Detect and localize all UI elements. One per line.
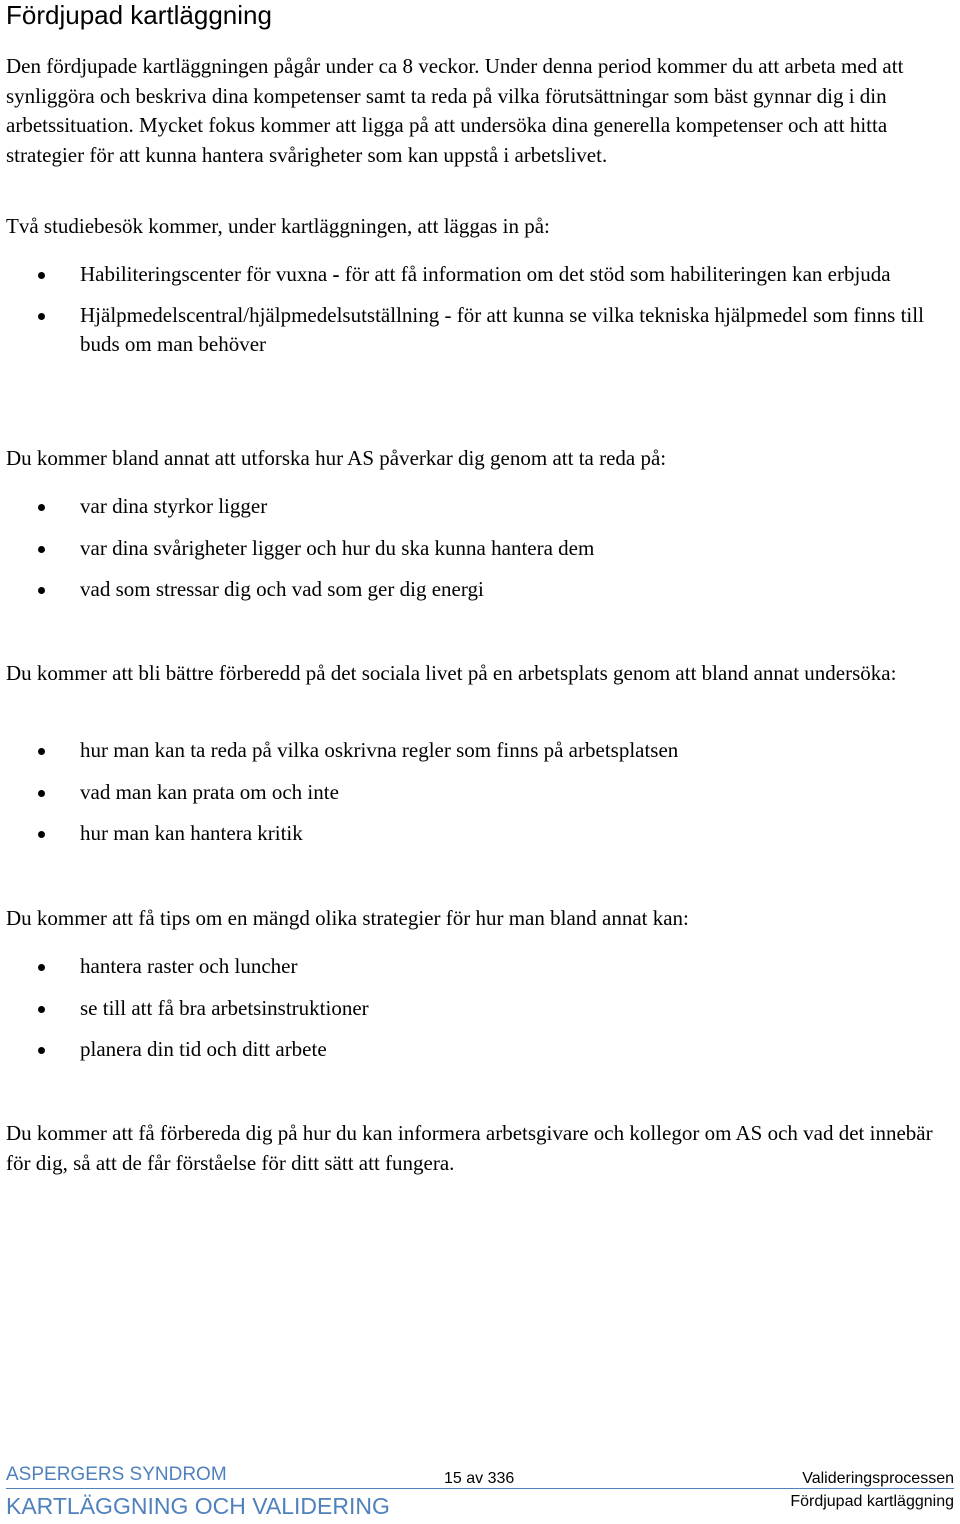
visits-heading: Två studiebesök kommer, under kartläggningen, att läggas in på:: [6, 214, 550, 238]
explore-list: [0, 492, 960, 605]
bullet-icon: [38, 504, 45, 511]
visit-separator: -: [439, 302, 457, 327]
tips-heading: Du kommer att få tips om en mängd olika strategier för hur man bland annat kan:: [6, 906, 689, 930]
list-item: [0, 575, 960, 605]
list-item: [0, 952, 960, 982]
page-title: Fördjupad kartläggning: [6, 0, 272, 30]
list-item-text: var dina styrkor ligger: [80, 494, 268, 518]
bullet-icon: [38, 748, 45, 755]
list-item: [0, 260, 960, 290]
list-item: [0, 819, 960, 849]
list-item: [0, 534, 960, 564]
list-item: [0, 736, 960, 766]
social-heading: Du kommer att bli bättre förberedd på det sociala livet på en arbetsplats genom att bland annat undersöka:: [6, 661, 897, 685]
bullet-icon: [38, 272, 45, 279]
list-item-text: hur man kan ta reda på vilka oskrivna regler som finns på arbetsplatsen: [80, 738, 679, 762]
explore-heading: Du kommer bland annat att utforska hur AS påverkar dig genom att ta reda på:: [6, 446, 667, 470]
visit-name: Hjälpmedelscentral/hjälpmedelsutställning: [80, 302, 440, 327]
bullet-icon: [38, 790, 45, 797]
list-item-text: vad man kan prata om och inte: [80, 779, 339, 804]
visit-text: för att kunna se vilka tekniska hjälpmedel som finns till buds om man behöver: [80, 302, 924, 356]
bullet-icon: [38, 1047, 45, 1054]
list-item: [0, 492, 960, 522]
list-item: [0, 778, 960, 808]
bullet-icon: [38, 587, 45, 594]
closing-paragraph: Du kommer att få förbereda dig på hur du kan informera arbetsgivare och kollegor om AS och vad det innebär för dig, så att de får förståelse för ditt sätt att fungera.: [6, 1121, 933, 1175]
list-item-text: var dina svårigheter ligger och hur du ska kunna hantera dem: [80, 535, 595, 560]
footer-section: Fördjupad kartläggning: [790, 1493, 954, 1510]
bullet-icon: [38, 313, 45, 320]
visit-separator: -: [327, 262, 345, 286]
list-item-text: vad som stressar dig och vad som ger dig energi: [80, 577, 484, 601]
list-item: [0, 994, 960, 1024]
list-item: [0, 1035, 960, 1065]
footer-divider: [6, 1488, 954, 1489]
bullet-icon: [38, 1006, 45, 1013]
visits-list: [0, 260, 960, 360]
visit-name: Habiliteringscenter för vuxna: [80, 262, 328, 286]
bullet-icon: [38, 831, 45, 838]
social-list: [0, 736, 960, 849]
page-number: 15 av 336: [444, 1470, 515, 1487]
bullet-icon: [38, 546, 45, 553]
visit-text: för att få information om det stöd som habiliteringen kan erbjuda: [344, 262, 891, 286]
footer-subtitle: KARTLÄGGNING OCH VALIDERING: [6, 1493, 390, 1519]
footer-chapter: Valideringsprocessen: [802, 1470, 954, 1487]
intro-paragraph: Den fördjupade kartläggningen pågår under ca 8 veckor. Under denna period kommer du att arbeta med att synliggöra och beskriva dina kompetenser samt ta reda på vilka förutsättningar som bäst gynnar dig i din arbetssituation. Mycket fokus kommer att ligga på att undersöka dina generella kompetenser och att hitta strategier för att kunna hantera svårigheter som kan uppstå i arbetslivet.: [6, 54, 904, 167]
list-item: [0, 301, 960, 360]
list-item-text: se till att få bra arbetsinstruktioner: [80, 995, 369, 1020]
list-item-text: hur man kan hantera kritik: [80, 821, 303, 845]
list-item-text: planera din tid och ditt arbete: [80, 1037, 327, 1061]
list-item-text: hantera raster och luncher: [80, 954, 298, 978]
bullet-icon: [38, 964, 45, 971]
footer-series-title: ASPERGERS SYNDROM: [6, 1464, 227, 1485]
tips-list: [0, 952, 960, 1065]
